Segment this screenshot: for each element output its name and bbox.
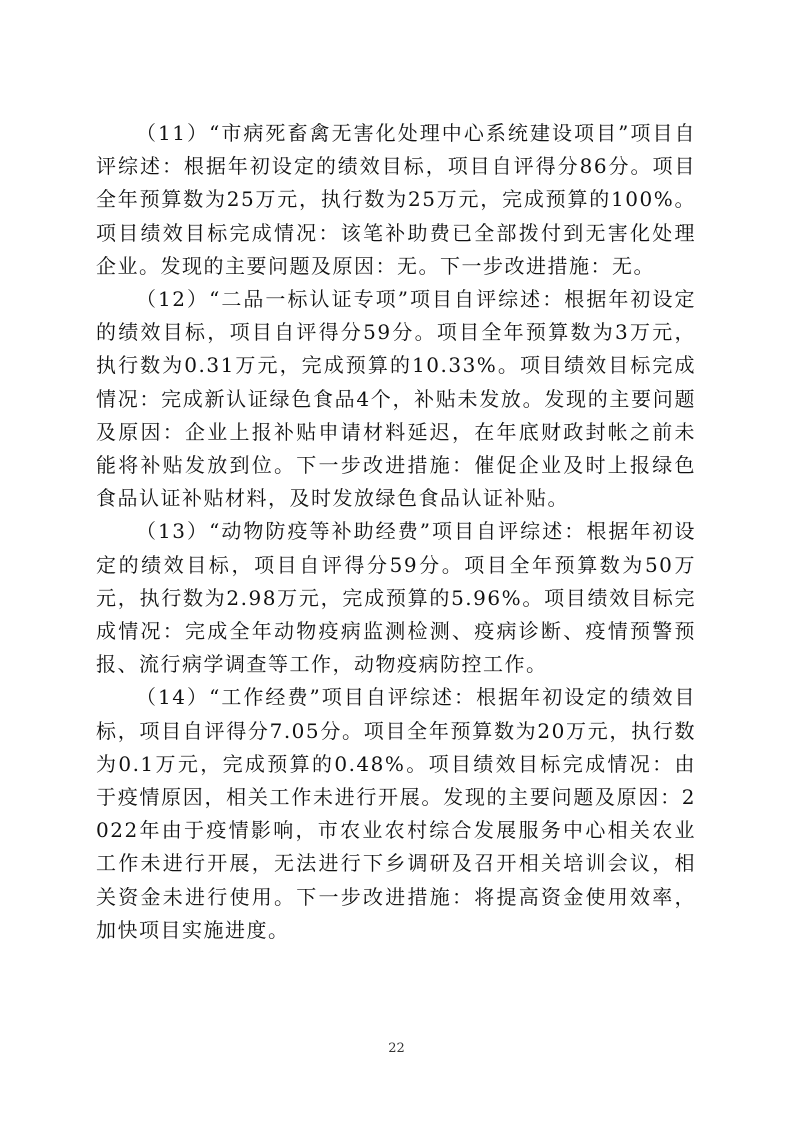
paragraph-item-14: （14）“工作经费”项目自评综述：根据年初设定的绩效目标，项目自评得分7.05分。项目全年预算数为20万元，执行数为0.1万元，完成预算的0.48%。项目绩效目标完成情况：由于疫情原因，相关工作未进行开展。发现的主要问题及原因：2022年由于疫情影响，市农业农村综合发展服务中心相关农业工作未进行开展，无法进行下乡调研及召开相关培训会议，相关资金未进行使用。下一步改进措施：将提高资金使用效率，加快项目实施进度。	[96, 685, 696, 942]
body-text	[96, 117, 696, 947]
page-number: 22	[388, 1041, 405, 1056]
paragraph-item-13: （13）“动物防疫等补助经费”项目自评综述：根据年初设定的绩效目标，项目自评得分59分。项目全年预算数为50万元，执行数为2.98万元，完成预算的5.96%。项目绩效目标完成情况：完成全年动物疫病监测检测、疫病诊断、疫情预警预报、流行病学调查等工作，动物疫病防控工作。	[96, 519, 696, 677]
paragraph-item-11: （11）“市病死畜禽无害化处理中心系统建设项目”项目自评综述：根据年初设定的绩效目标，项目自评得分86分。项目全年预算数为25万元，执行数为25万元，完成预算的100%。项目绩效目标完成情况：该笔补助费已全部拨付到无害化处理企业。发现的主要问题及原因：无。下一步改进措施：无。	[96, 121, 696, 278]
paragraph-item-12: （12）“二品一标认证专项”项目自评综述：根据年初设定的绩效目标，项目自评得分59分。项目全年预算数为3万元，执行数为0.31万元，完成预算的10.33%。项目绩效目标完成情况：完成新认证绿色食品4个，补贴未发放。发现的主要问题及原因：企业上报补贴申请材料延迟，在年底财政封帐之前未能将补贴发放到位。下一步改进措施：催促企业及时上报绿色食品认证补贴材料，及时发放绿色食品认证补贴。	[96, 287, 696, 511]
